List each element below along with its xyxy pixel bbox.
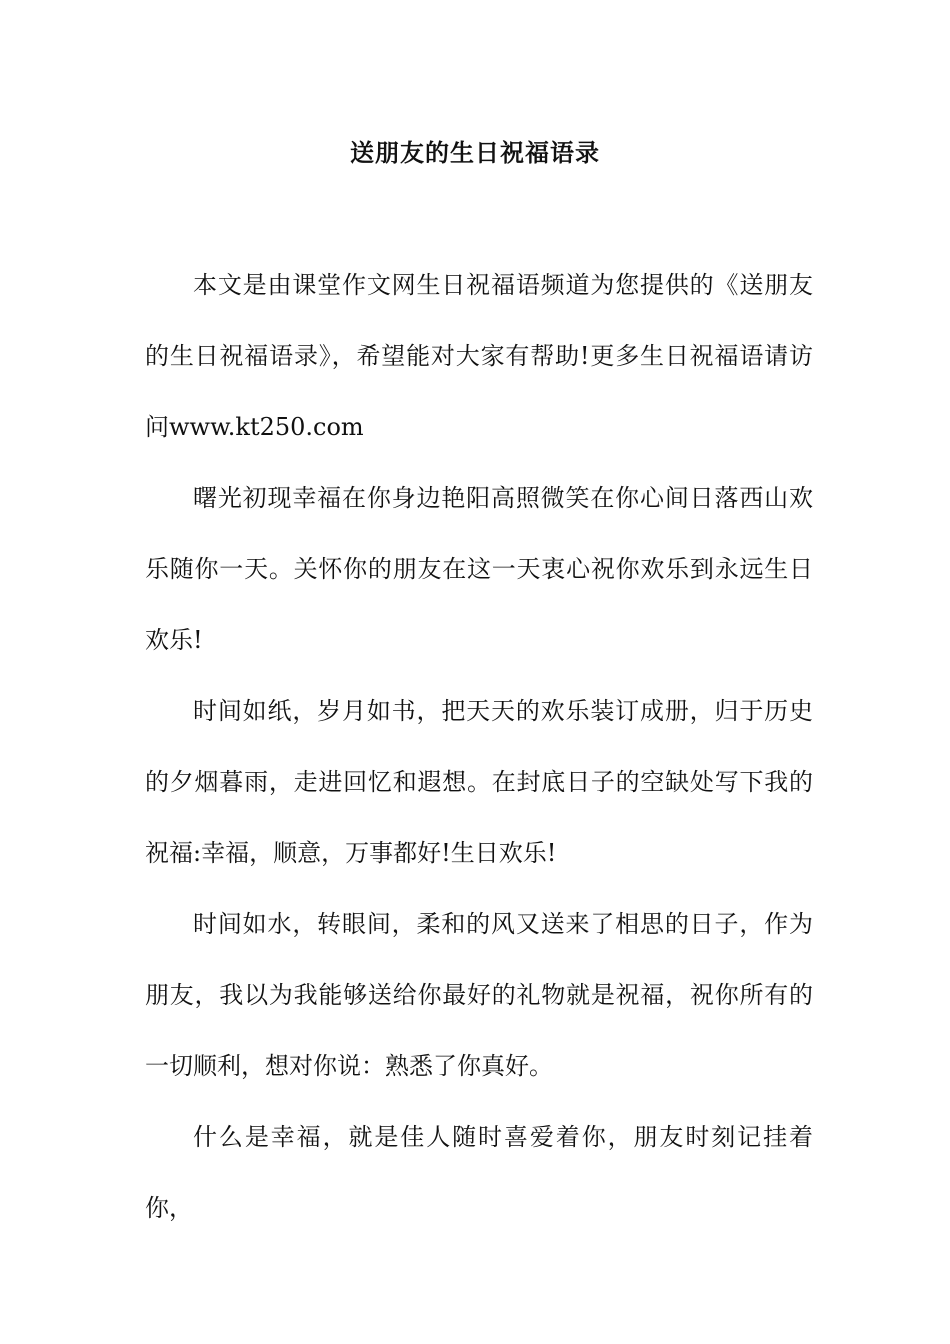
paragraph-4: 时间如水，转眼间，柔和的风又送来了相思的日子，作为朋友，我以为我能够送给你最好的礼物就是祝福，祝你所有的一切顺利，想对你说：熟悉了你真好。 xyxy=(145,910,813,1080)
paragraph-intro: 本文是由课堂作文网生日祝福语频道为您提供的《送朋友的生日祝福语录》，希望能对大家有帮助!更多生日祝福语请访问www.kt250.com xyxy=(145,271,813,441)
document-body xyxy=(145,250,813,1244)
paragraph-5: 什么是幸福，就是佳人随时喜爱着你，朋友时刻记挂着你， xyxy=(145,1123,813,1222)
paragraph-2: 曙光初现幸福在你身边艳阳高照微笑在你心间日落西山欢乐随你一天。关怀你的朋友在这一天衷心祝你欢乐到永远生日欢乐! xyxy=(145,484,813,654)
paragraph-3: 时间如纸，岁月如书，把天天的欢乐装订成册，归于历史的夕烟暮雨，走进回忆和遐想。在封底日子的空缺处写下我的祝福:幸福，顺意，万事都好!生日欢乐! xyxy=(145,697,813,867)
document-title: 送朋友的生日祝福语录 xyxy=(350,138,600,167)
